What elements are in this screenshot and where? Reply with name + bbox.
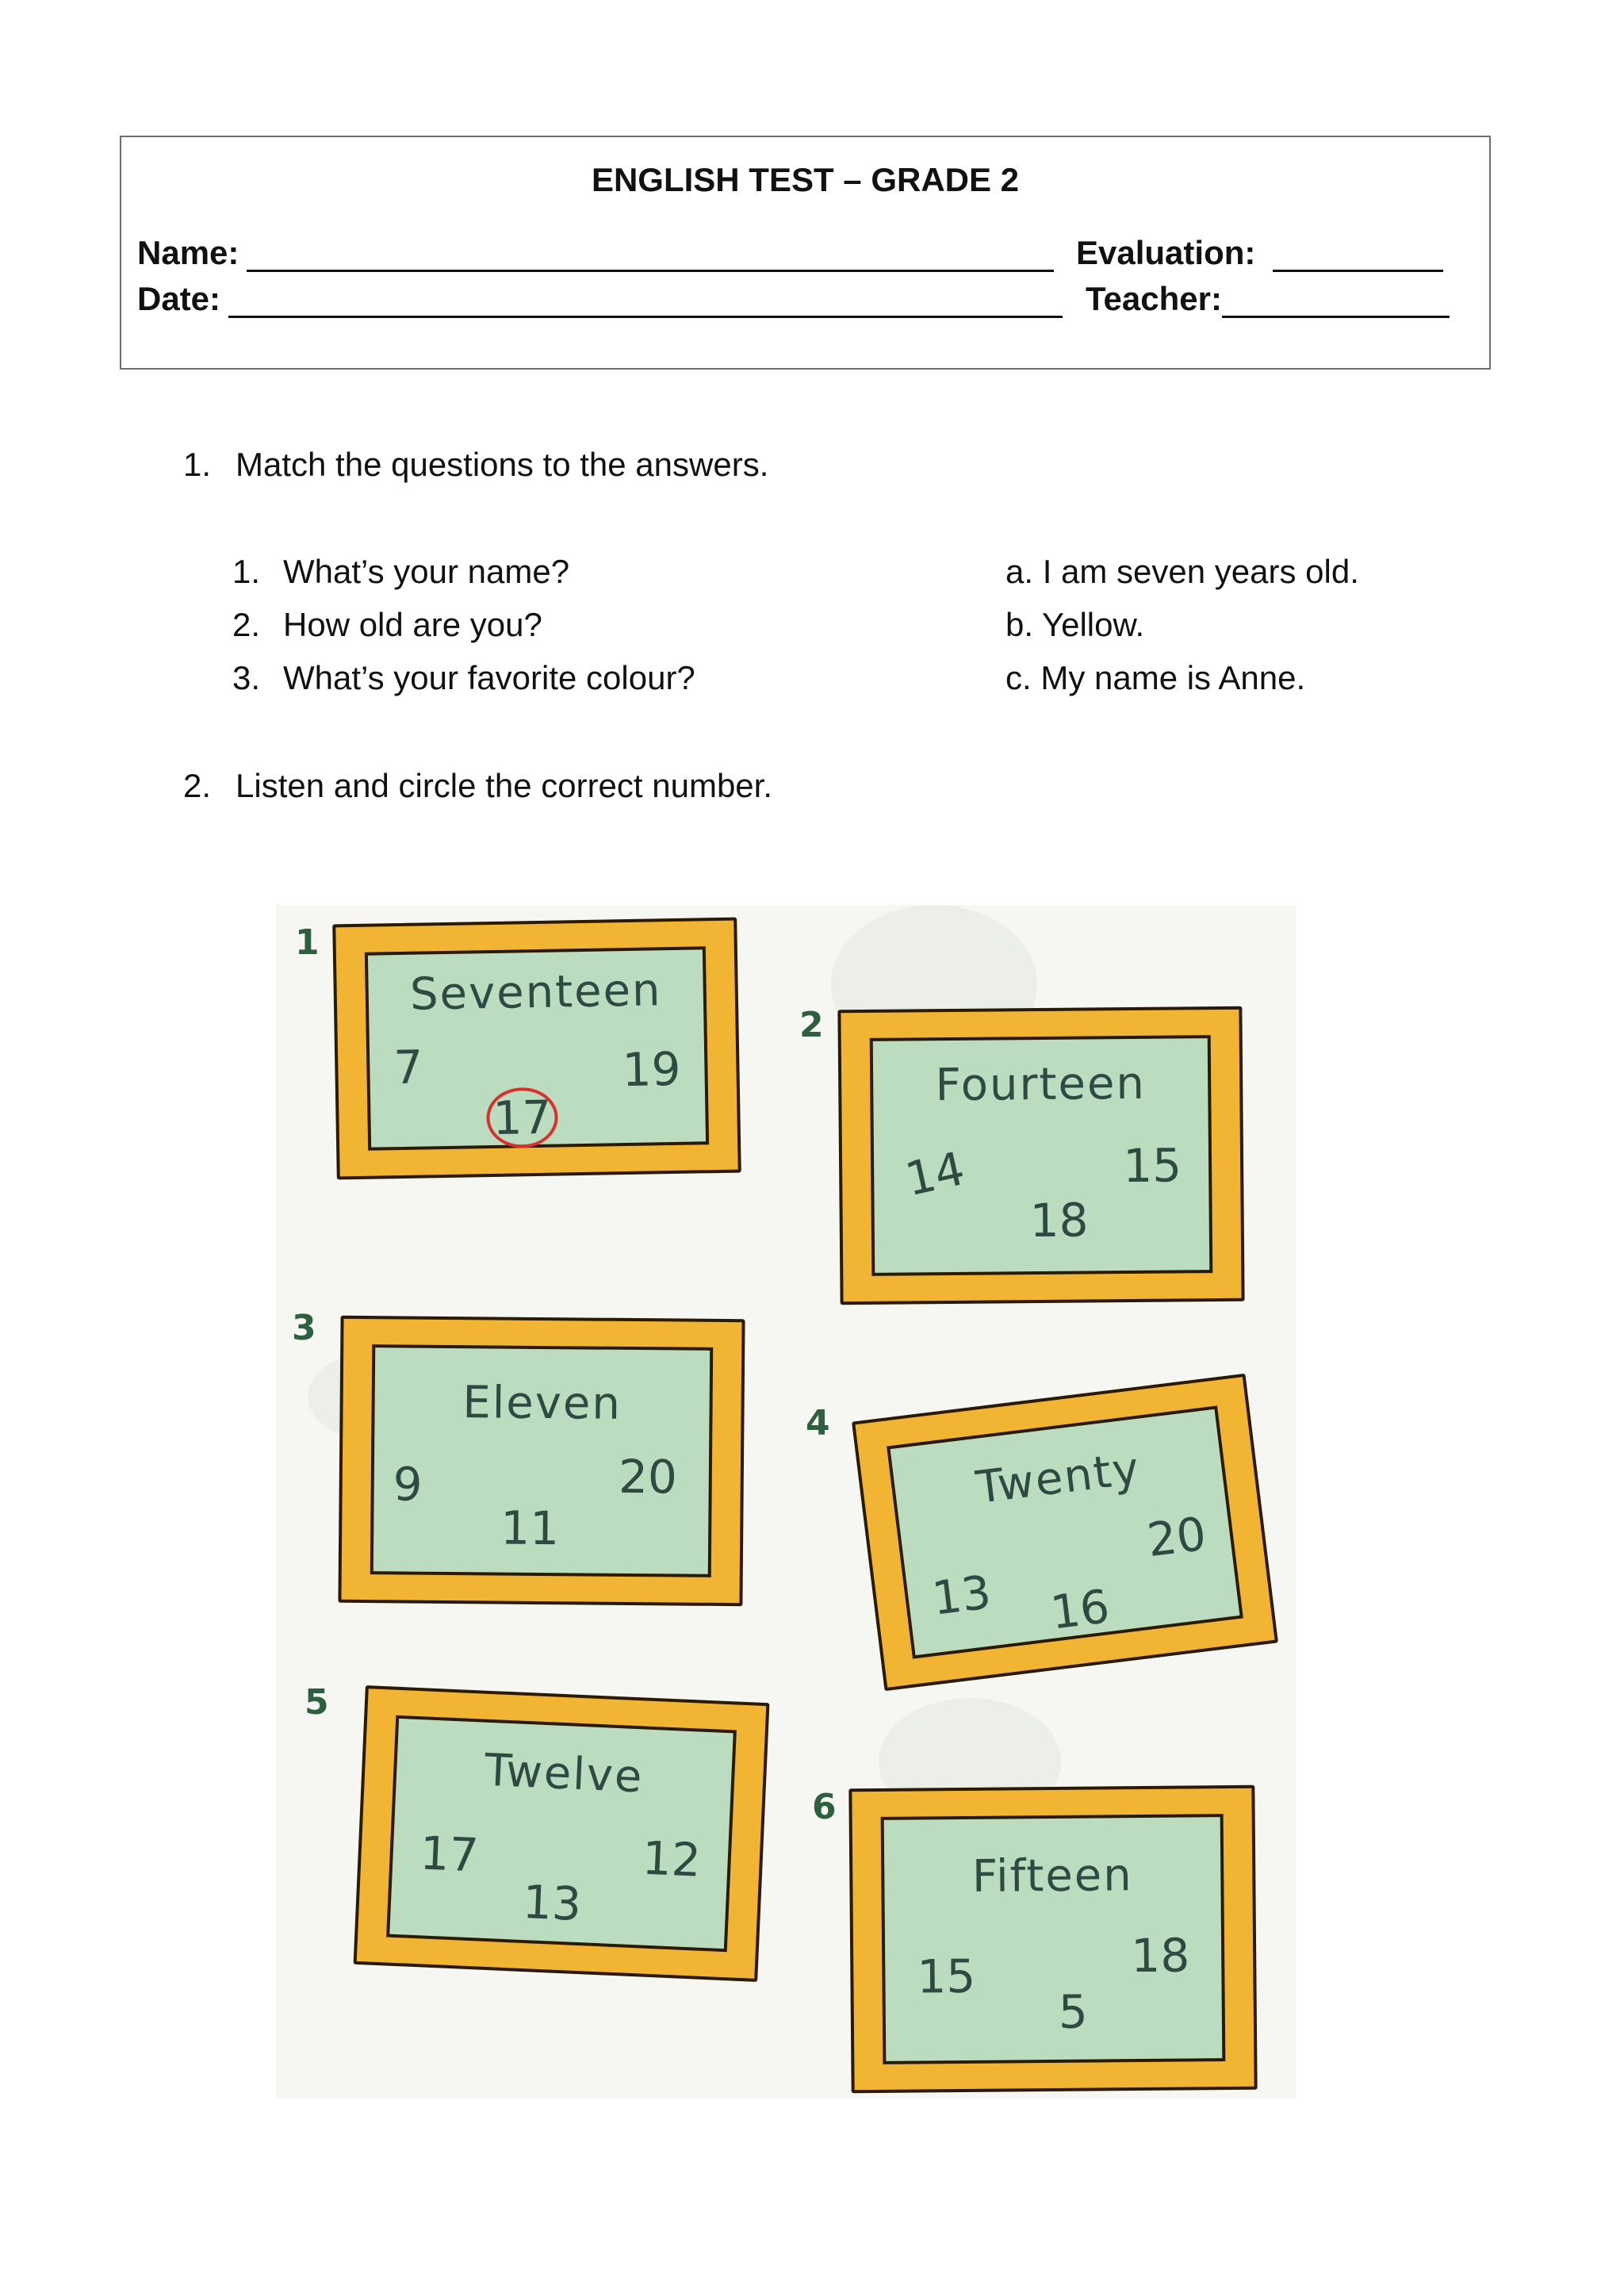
answer-c: c. My name is Anne. bbox=[1005, 659, 1306, 696]
question-2 bbox=[232, 606, 542, 644]
exercise-1-number: 1. bbox=[183, 446, 212, 483]
exercise-2-text: Listen and circle the correct number. bbox=[236, 767, 773, 804]
number-option[interactable]: 7 bbox=[393, 1040, 423, 1095]
chalkboard-surface bbox=[870, 1035, 1213, 1276]
chalkboard-surface bbox=[881, 1814, 1226, 2064]
board-label: 2 bbox=[799, 1005, 824, 1045]
question-3 bbox=[232, 659, 695, 697]
date-label: Date: bbox=[137, 280, 221, 317]
teacher-blank[interactable] bbox=[1222, 287, 1450, 318]
chalkboard-3 bbox=[338, 1316, 745, 1606]
number-option[interactable]: 20 bbox=[618, 1449, 678, 1504]
date-line bbox=[137, 280, 1063, 318]
question-text: What’s your name? bbox=[283, 553, 570, 590]
chalkboard-surface bbox=[887, 1405, 1243, 1658]
board-label: 6 bbox=[812, 1787, 837, 1827]
header-box bbox=[120, 136, 1491, 370]
number-option[interactable]: 18 bbox=[1029, 1193, 1089, 1248]
number-option[interactable]: 11 bbox=[500, 1501, 560, 1556]
number-option[interactable]: 18 bbox=[1131, 1928, 1190, 1984]
number-option[interactable]: 14 bbox=[900, 1140, 970, 1207]
chalkboard-5 bbox=[354, 1685, 770, 1982]
number-option[interactable]: 20 bbox=[1144, 1506, 1209, 1568]
number-option[interactable]: 5 bbox=[1058, 1984, 1089, 2039]
number-option[interactable]: 13 bbox=[929, 1565, 994, 1626]
exercise-2-instruction bbox=[183, 767, 772, 805]
answer-a: a. I am seven years old. bbox=[1005, 553, 1359, 590]
chalkboard-6 bbox=[848, 1785, 1257, 2093]
chalkboard-1 bbox=[332, 918, 741, 1180]
question-number: 2. bbox=[232, 606, 261, 643]
teacher-line bbox=[1086, 280, 1450, 318]
board-label: 4 bbox=[806, 1403, 830, 1443]
board-label: 5 bbox=[304, 1682, 329, 1723]
exercise-2-number: 2. bbox=[183, 767, 212, 804]
number-option[interactable]: 9 bbox=[393, 1457, 423, 1512]
name-blank[interactable] bbox=[247, 241, 1054, 272]
evaluation-blank[interactable] bbox=[1273, 241, 1443, 272]
number-word: Eleven bbox=[462, 1377, 622, 1430]
evaluation-line bbox=[1076, 234, 1443, 272]
chalkboard-surface bbox=[386, 1715, 737, 1952]
chalkboard-2 bbox=[837, 1006, 1244, 1305]
number-option[interactable]: 12 bbox=[641, 1830, 703, 1888]
date-blank[interactable] bbox=[228, 287, 1063, 318]
chalkboard-4 bbox=[852, 1374, 1278, 1691]
exercise-1-text: Match the questions to the answers. bbox=[236, 446, 769, 483]
number-word: Seventeen bbox=[409, 964, 663, 1021]
board-label: 1 bbox=[295, 922, 320, 963]
number-option[interactable]: 19 bbox=[622, 1041, 682, 1098]
chalkboard-surface bbox=[365, 946, 709, 1150]
board-label: 3 bbox=[292, 1308, 316, 1348]
chalkboards-illustration bbox=[276, 905, 1296, 2098]
name-label: Name: bbox=[137, 234, 239, 271]
exercise-1-instruction bbox=[183, 446, 768, 484]
number-option[interactable]: 16 bbox=[1048, 1579, 1113, 1640]
test-title: ENGLISH TEST – GRADE 2 bbox=[591, 161, 1020, 198]
question-number: 1. bbox=[232, 553, 261, 590]
number-word: Fourteen bbox=[935, 1057, 1147, 1112]
evaluation-label: Evaluation: bbox=[1076, 234, 1256, 271]
number-option-circled[interactable]: 17 bbox=[486, 1087, 558, 1149]
answer-b: b. Yellow. bbox=[1005, 606, 1145, 643]
question-text: How old are you? bbox=[283, 606, 542, 643]
question-number: 3. bbox=[232, 659, 261, 696]
number-word: Twenty bbox=[973, 1443, 1143, 1514]
number-option[interactable]: 17 bbox=[419, 1826, 480, 1883]
teacher-label: Teacher: bbox=[1086, 280, 1222, 317]
chalkboard-surface bbox=[370, 1344, 714, 1577]
name-line bbox=[137, 234, 1054, 272]
number-option[interactable]: 15 bbox=[917, 1949, 976, 2004]
number-option[interactable]: 15 bbox=[1123, 1138, 1182, 1194]
number-word: Twelve bbox=[483, 1744, 645, 1803]
question-1 bbox=[232, 553, 569, 591]
number-option[interactable]: 13 bbox=[521, 1874, 583, 1932]
question-text: What’s your favorite colour? bbox=[283, 659, 695, 696]
number-word: Fifteen bbox=[971, 1849, 1133, 1903]
